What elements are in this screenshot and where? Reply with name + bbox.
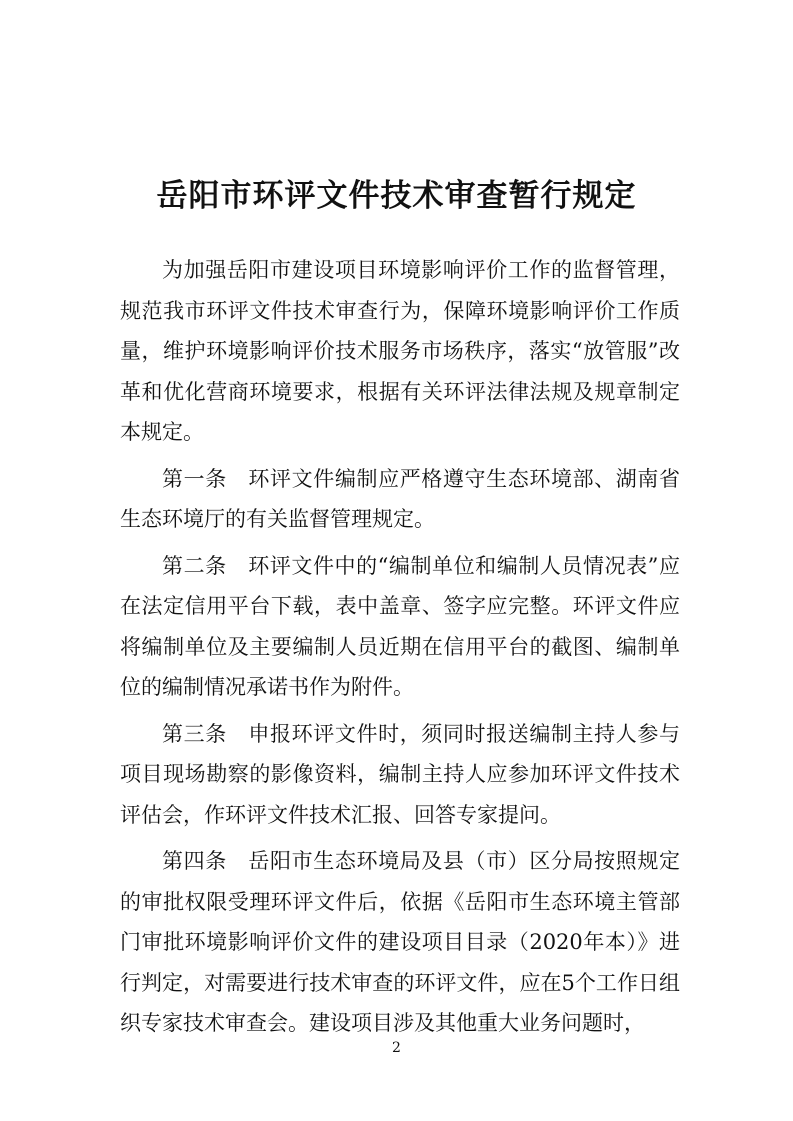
paragraph-intro: 为加强岳阳市建设项目环境影响评价工作的监督管理，规范我市环评文件技术审查行为，保障环境影响评价工作质量，维护环境影响评价技术服务市场秩序，落实“放管服”改革和优化营商环境要求，根据有关环评法律法规及规章制定本规定。 [120, 258, 680, 444]
paragraph-article-3: 第三条 申报环评文件时，须同时报送编制主持人参与项目现场勘察的影像资料，编制主持人应参加环评文件技术评估会，作环评文件技术汇报、回答专家提问。 [120, 721, 680, 827]
paragraph-article-2: 第二条 环评文件中的“编制单位和编制人员情况表”应在法定信用平台下载，表中盖章、签字应完整。环评文件应将编制单位及主要编制人员近期在信用平台的截图、编制单位的编制情况承诺书作为附件。 [120, 553, 680, 699]
document-title: 岳阳市环评文件技术审查暂行规定 [156, 178, 637, 214]
document-body [120, 250, 680, 1050]
page-number: 2 [392, 1040, 401, 1056]
paragraph-article-1: 第一条 环评文件编制应严格遵守生态环境部、湖南省生态环境厅的有关监督管理规定。 [120, 466, 680, 531]
paragraph-article-4: 第四条 岳阳市生态环境局及县（市）区分局按照规定的审批权限受理环评文件后，依据《岳阳市生态环境主管部门审批环境影响评价文件的建设项目目录（2020年本）》进行判定，对需要进行技术审查的环评文件，应在5个工作日组织专家技术审查会。建设项目涉及其他重大业务问题时， [120, 849, 680, 1035]
